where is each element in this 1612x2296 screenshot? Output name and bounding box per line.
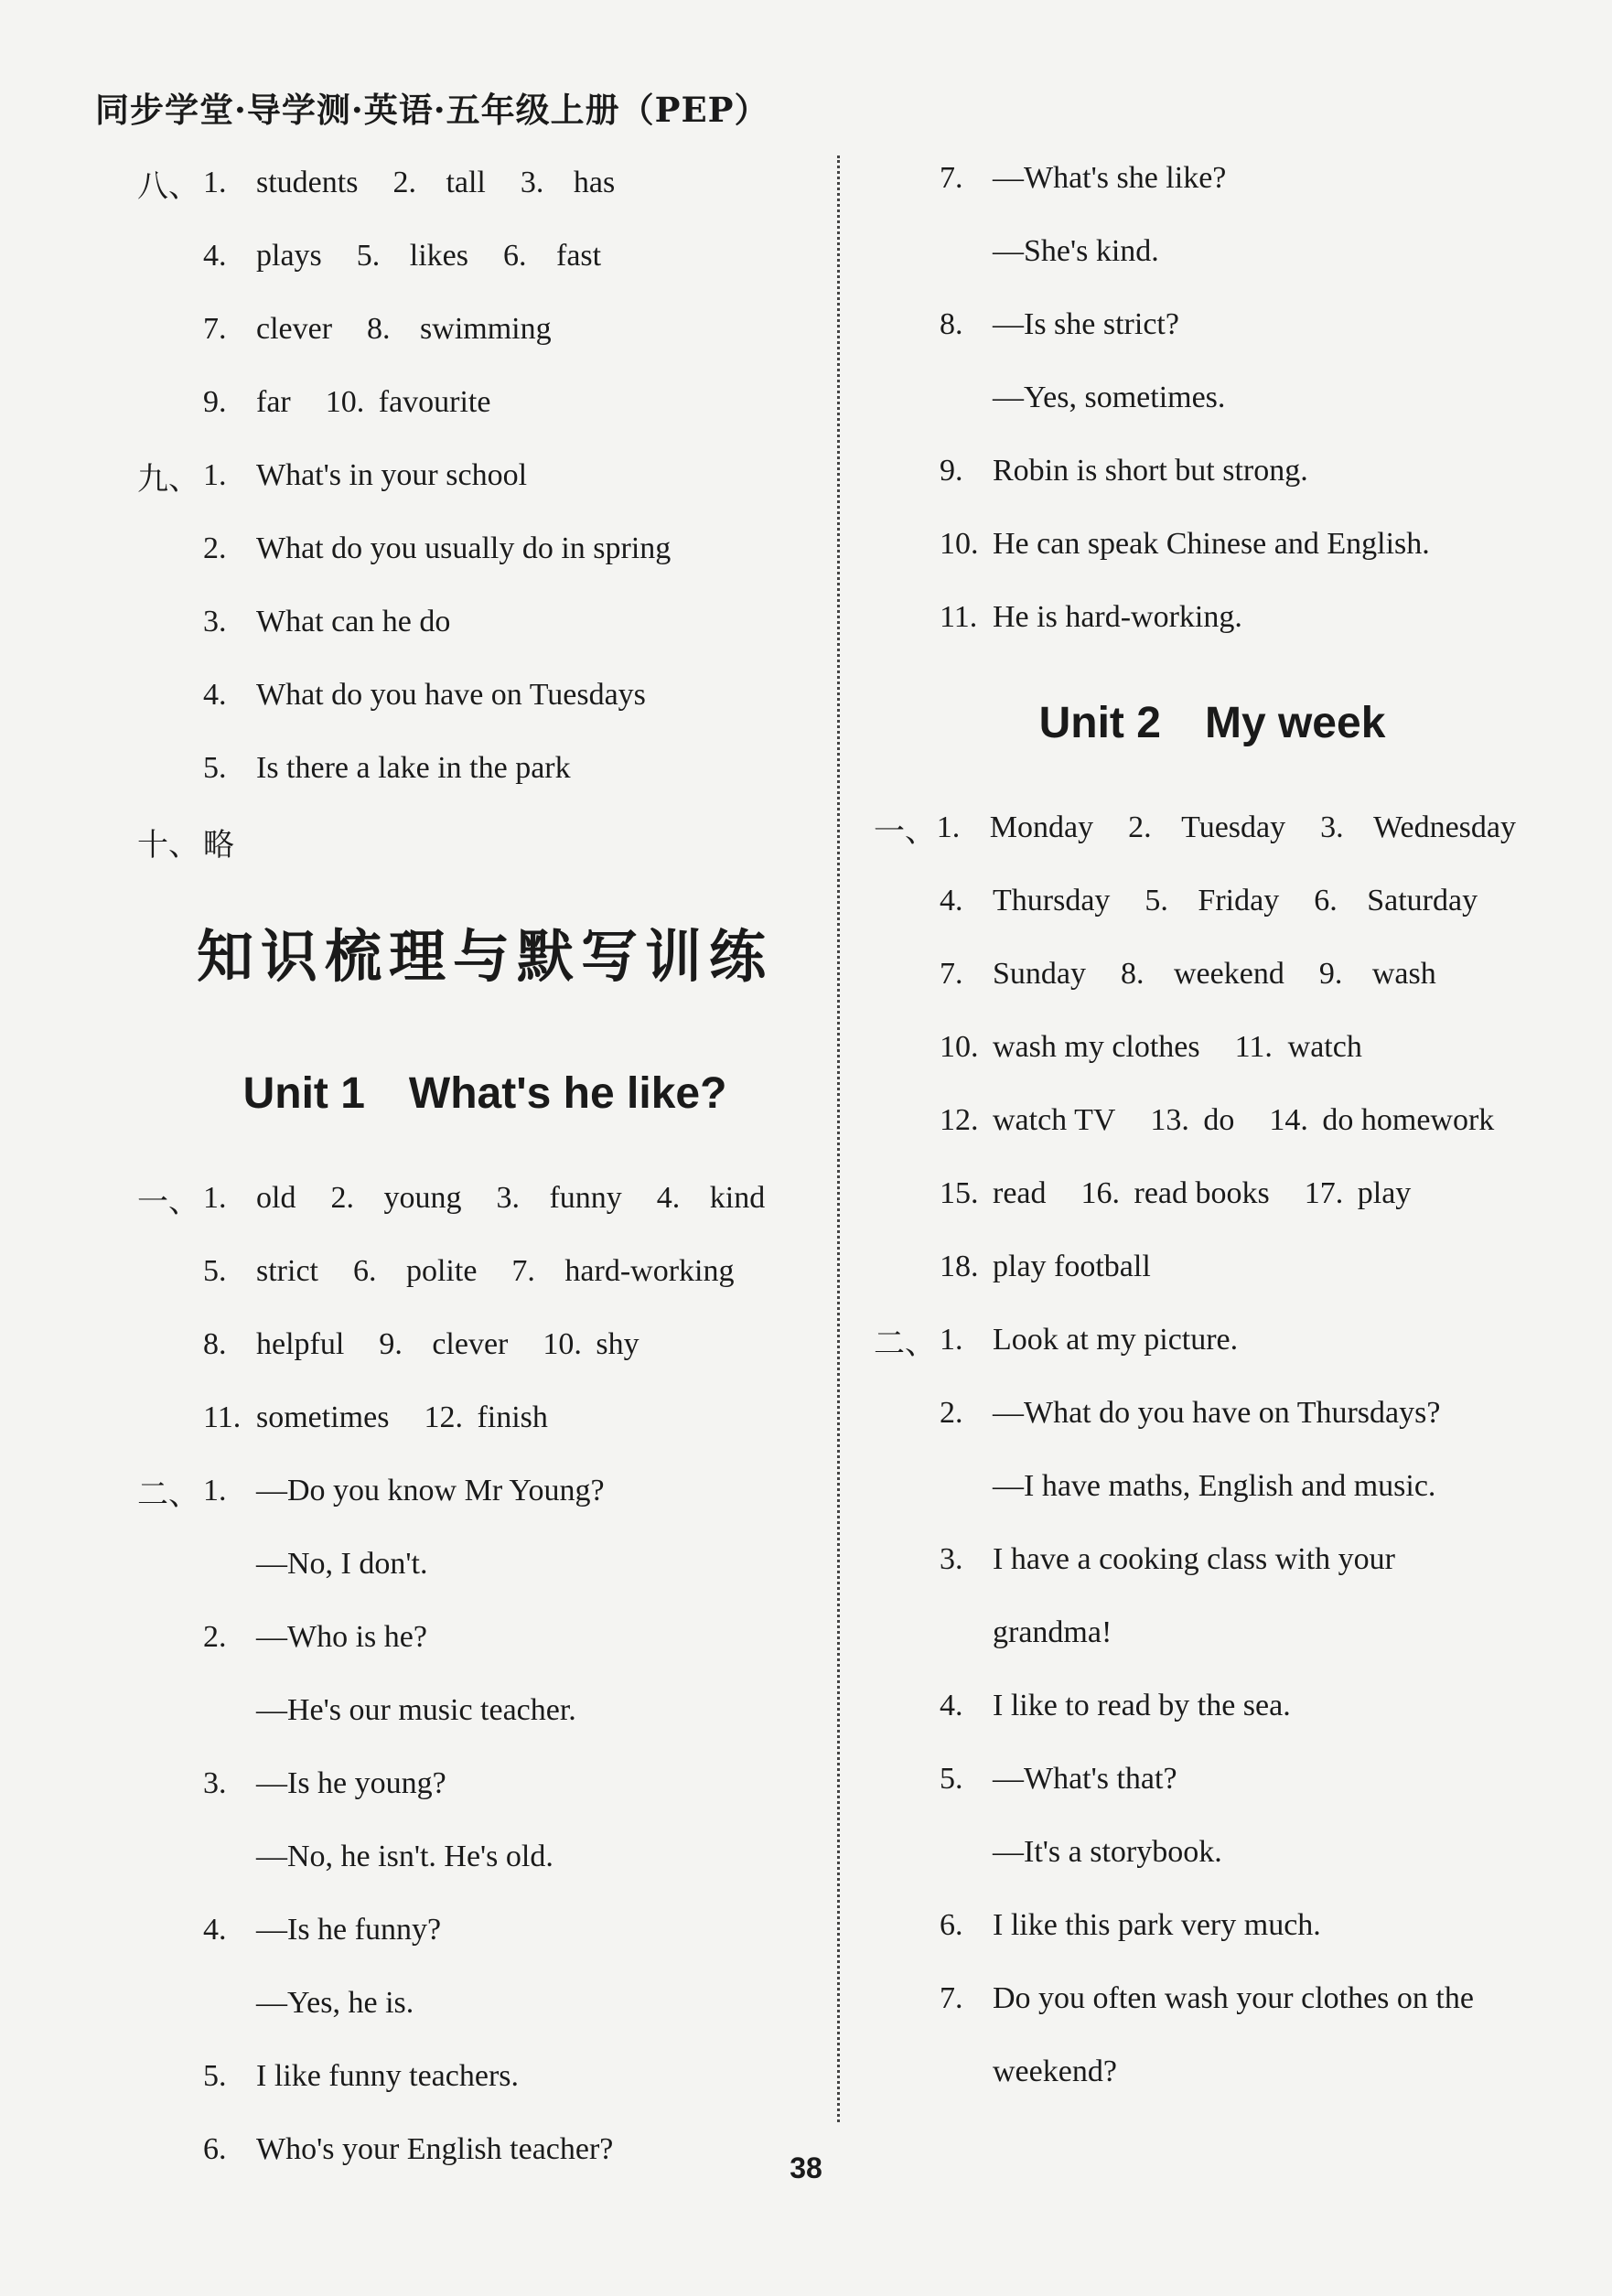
item-number: 2. (203, 531, 227, 565)
answer-text: —He's our music teacher. (256, 1693, 576, 1727)
item-number: 6. (352, 1254, 377, 1288)
answer-text: watch (1287, 1030, 1362, 1064)
item-number: 7. (940, 161, 963, 195)
item-number: 13. (1150, 1103, 1189, 1137)
answer-text: old (256, 1181, 296, 1215)
item-number: 4. (940, 1689, 963, 1722)
answer-text: wash (1371, 957, 1436, 991)
answer-row (940, 1230, 1551, 1304)
answer-row (874, 1304, 1551, 1377)
section-marker: 十、 (137, 828, 199, 863)
answer-text: —No, he isn't. He's old. (256, 1840, 553, 1873)
item-number: 3. (203, 1766, 227, 1800)
answer-text: Friday (1198, 884, 1280, 917)
answer-row (203, 1308, 833, 1381)
answer-text: Monday (989, 810, 1094, 844)
answer-text: What do you have on Tuesdays (256, 678, 646, 712)
answer-row (874, 791, 1551, 864)
answer-text: sometimes (256, 1400, 390, 1434)
unit-1-section-2-continued (874, 142, 1551, 654)
answer-text: 略 (203, 828, 234, 863)
answer-row (137, 1454, 833, 1528)
section-10 (137, 805, 833, 878)
answer-row (256, 1820, 833, 1894)
answer-row (203, 1601, 833, 1674)
answer-text: likes (409, 239, 468, 273)
answer-text: weekend (1174, 957, 1284, 991)
item-number: 6. (203, 2132, 227, 2166)
answer-row (940, 288, 1551, 361)
unit-1-section-1 (137, 1162, 833, 1454)
answer-text: helpful (256, 1327, 345, 1361)
item-number: 8. (367, 312, 391, 346)
answer-row (203, 585, 833, 659)
item-number: 5. (356, 239, 381, 273)
item-number: 11. (1234, 1030, 1273, 1064)
answer-text: has (573, 166, 616, 199)
item-number: 10. (325, 385, 365, 419)
item-number: 9. (379, 1327, 403, 1361)
answer-text: hard-working (564, 1254, 735, 1288)
unit-2-section-1 (874, 791, 1551, 1304)
answer-text: I like to read by the sea. (993, 1689, 1291, 1722)
answer-text: finish (477, 1400, 548, 1434)
item-number: 9. (940, 454, 963, 488)
answer-row (940, 142, 1551, 215)
answer-row (203, 2040, 833, 2113)
item-number: 1. (203, 458, 227, 492)
unit-2-section-2 (874, 1304, 1551, 2108)
answer-row (203, 1235, 833, 1308)
answer-text: play football (993, 1250, 1151, 1283)
item-number: 2. (392, 166, 416, 199)
answer-row (993, 1596, 1551, 1669)
answer-row (993, 2035, 1551, 2108)
answer-text: watch TV (993, 1103, 1116, 1137)
answer-text: students (256, 166, 359, 199)
answer-text: swimming (420, 312, 552, 346)
answer-text: I like funny teachers. (256, 2059, 519, 2093)
unit-name: My week (1204, 698, 1386, 747)
answer-row (203, 1381, 833, 1454)
answer-text: shy (596, 1327, 639, 1361)
answer-row (203, 1747, 833, 1820)
section-marker: 二、 (137, 1477, 199, 1512)
answer-row (203, 659, 833, 732)
page-header: 同步学堂·导学测·英语·五年级上册（PEP） (95, 90, 769, 130)
answer-text: read books (1134, 1176, 1270, 1210)
answer-row (940, 1377, 1551, 1450)
answer-text: young (383, 1181, 462, 1215)
answer-text: I have a cooking class with your (993, 1542, 1395, 1576)
answer-text: weekend? (993, 2055, 1117, 2088)
item-number: 11. (203, 1400, 242, 1434)
item-number: 9. (203, 385, 227, 419)
answer-row (993, 1816, 1551, 1889)
item-number: 8. (203, 1327, 227, 1361)
answer-text: play (1357, 1176, 1412, 1210)
answer-text: —Is she strict? (993, 307, 1179, 341)
item-number: 3. (203, 605, 227, 638)
item-number: 5. (203, 2059, 227, 2093)
item-number: 7. (940, 957, 963, 991)
item-number: 4. (203, 1913, 227, 1947)
answer-text: Do you often wash your clothes on the (993, 1981, 1474, 2015)
answer-text: clever (256, 312, 333, 346)
answer-row (940, 864, 1551, 938)
answer-text: I like this park very much. (993, 1908, 1321, 1942)
answer-text: —What's she like? (993, 161, 1227, 195)
unit-1-section-2 (137, 1454, 833, 2186)
item-number: 9. (1318, 957, 1343, 991)
answer-text: Who's your English teacher? (256, 2132, 614, 2166)
answer-text: —She's kind. (993, 234, 1159, 268)
answer-text: wash my clothes (993, 1030, 1200, 1064)
item-number: 5. (940, 1762, 963, 1796)
answer-text: Robin is short but strong. (993, 454, 1308, 488)
item-number: 1. (203, 1474, 227, 1507)
item-number: 2. (330, 1181, 354, 1215)
answer-text: clever (432, 1327, 509, 1361)
page-number: 38 (790, 2151, 822, 2184)
item-number: 3. (520, 166, 544, 199)
answer-text: —Yes, he is. (256, 1986, 414, 2020)
item-number: 4. (203, 678, 227, 712)
answer-text: kind (709, 1181, 766, 1215)
item-number: 18. (940, 1250, 979, 1283)
answer-text: Thursday (993, 884, 1111, 917)
item-number: 16. (1080, 1176, 1121, 1210)
item-number: 10. (940, 1030, 979, 1064)
answer-text: polite (405, 1254, 478, 1288)
right-column (874, 142, 1551, 2108)
answer-row (940, 1523, 1551, 1596)
answer-row (993, 215, 1551, 288)
answer-row (940, 1157, 1551, 1230)
answer-text: do homework (1322, 1103, 1495, 1137)
answer-row (137, 146, 833, 220)
answer-text: read (993, 1176, 1047, 1210)
answer-row (203, 732, 833, 805)
unit-number: Unit 1 (242, 1068, 365, 1118)
answer-row (256, 1674, 833, 1747)
item-number: 6. (1314, 884, 1338, 917)
answer-text: Tuesday (1181, 810, 1286, 844)
answer-row (203, 512, 833, 585)
item-number: 5. (1145, 884, 1168, 917)
item-number: 7. (203, 312, 227, 346)
answer-text: Look at my picture. (993, 1323, 1239, 1357)
section-8 (137, 146, 833, 439)
answer-text: tall (446, 166, 486, 199)
item-number: 7. (940, 1981, 963, 2015)
answer-row (203, 220, 833, 293)
answer-text: He can speak Chinese and English. (993, 527, 1430, 561)
item-number: 4. (203, 239, 227, 273)
answer-text: Sunday (993, 957, 1086, 991)
item-number: 1. (936, 810, 961, 844)
item-number: 8. (940, 307, 963, 341)
item-number: 6. (940, 1908, 963, 1942)
answer-text: —Is he funny? (256, 1913, 442, 1947)
answer-text: —Is he young? (256, 1766, 446, 1800)
answer-row (940, 938, 1551, 1011)
unit-2-title (874, 654, 1551, 791)
answer-text: —What's that? (993, 1762, 1177, 1796)
answer-text: favourite (378, 385, 491, 419)
answer-row (137, 439, 833, 512)
section-9 (137, 439, 833, 805)
item-number: 2. (1128, 810, 1152, 844)
section-marker: 一、 (137, 1185, 199, 1219)
item-number: 7. (511, 1254, 535, 1288)
item-number: 14. (1269, 1103, 1308, 1137)
answer-text: —I have maths, English and music. (993, 1469, 1436, 1503)
answer-text: plays (256, 239, 322, 273)
answer-row (940, 1084, 1551, 1157)
section-marker: 一、 (874, 814, 936, 849)
answer-text: Is there a lake in the park (256, 751, 571, 785)
answer-text: do (1203, 1103, 1235, 1137)
answer-row (940, 581, 1551, 654)
answer-row (137, 1162, 833, 1235)
item-number: 17. (1304, 1176, 1344, 1210)
answer-row (940, 1962, 1551, 2035)
answer-text: grandma! (993, 1615, 1112, 1649)
item-number: 3. (1320, 810, 1344, 844)
answer-text: What can he do (256, 605, 451, 638)
answer-text: —Do you know Mr Young? (256, 1474, 605, 1507)
unit-1-title (137, 1025, 833, 1162)
answer-row (940, 435, 1551, 508)
answer-text: He is hard-working. (993, 600, 1242, 634)
answer-text: Saturday (1367, 884, 1478, 917)
item-number: 2. (203, 1620, 227, 1654)
answer-text: strict (256, 1254, 318, 1288)
answer-row (993, 1450, 1551, 1523)
unit-name: What's he like? (408, 1068, 727, 1118)
section-marker: 二、 (874, 1326, 936, 1361)
item-number: 11. (940, 600, 978, 634)
answer-text: —No, I don't. (256, 1547, 428, 1581)
item-number: 5. (203, 751, 227, 785)
unit-number: Unit 2 (1038, 698, 1161, 747)
answer-text: Wednesday (1373, 810, 1516, 844)
item-number: 1. (940, 1323, 963, 1357)
item-number: 2. (940, 1396, 963, 1430)
answer-row (940, 1669, 1551, 1743)
answer-row (203, 1894, 833, 1967)
answer-row (940, 1743, 1551, 1816)
section-marker: 九、 (137, 462, 199, 497)
item-number: 15. (940, 1176, 979, 1210)
item-number: 8. (1121, 957, 1145, 991)
item-number: 10. (543, 1327, 582, 1361)
answer-row (940, 1889, 1551, 1962)
item-number: 10. (940, 527, 979, 561)
answer-text: —Yes, sometimes. (993, 381, 1226, 414)
item-number: 6. (503, 239, 527, 273)
answer-text: funny (549, 1181, 622, 1215)
answer-text: What do you usually do in spring (256, 531, 672, 565)
item-number: 1. (203, 166, 227, 199)
item-number: 3. (496, 1181, 520, 1215)
section-marker: 八、 (137, 169, 199, 204)
answer-text: What's in your school (256, 458, 528, 492)
answer-row (940, 508, 1551, 581)
item-number: 12. (940, 1103, 979, 1137)
answer-row (993, 361, 1551, 435)
item-number: 3. (940, 1542, 963, 1576)
answer-row (256, 1967, 833, 2040)
left-column (137, 146, 833, 2186)
section-title: 知识梳理与默写训练 (196, 922, 773, 990)
column-divider (837, 156, 840, 2122)
item-number: 1. (203, 1181, 227, 1215)
item-number: 12. (424, 1400, 463, 1434)
answer-text: —What do you have on Thursdays? (993, 1396, 1441, 1430)
answer-row (203, 293, 833, 366)
answer-text: fast (556, 239, 602, 273)
item-number: 4. (940, 884, 963, 917)
answer-text: —Who is he? (256, 1620, 427, 1654)
answer-row (940, 1011, 1551, 1084)
answer-text: far (256, 385, 291, 419)
answer-row (203, 366, 833, 439)
answer-text: —It's a storybook. (993, 1835, 1222, 1869)
answer-row (256, 1528, 833, 1601)
item-number: 4. (656, 1181, 681, 1215)
item-number: 5. (203, 1254, 227, 1288)
